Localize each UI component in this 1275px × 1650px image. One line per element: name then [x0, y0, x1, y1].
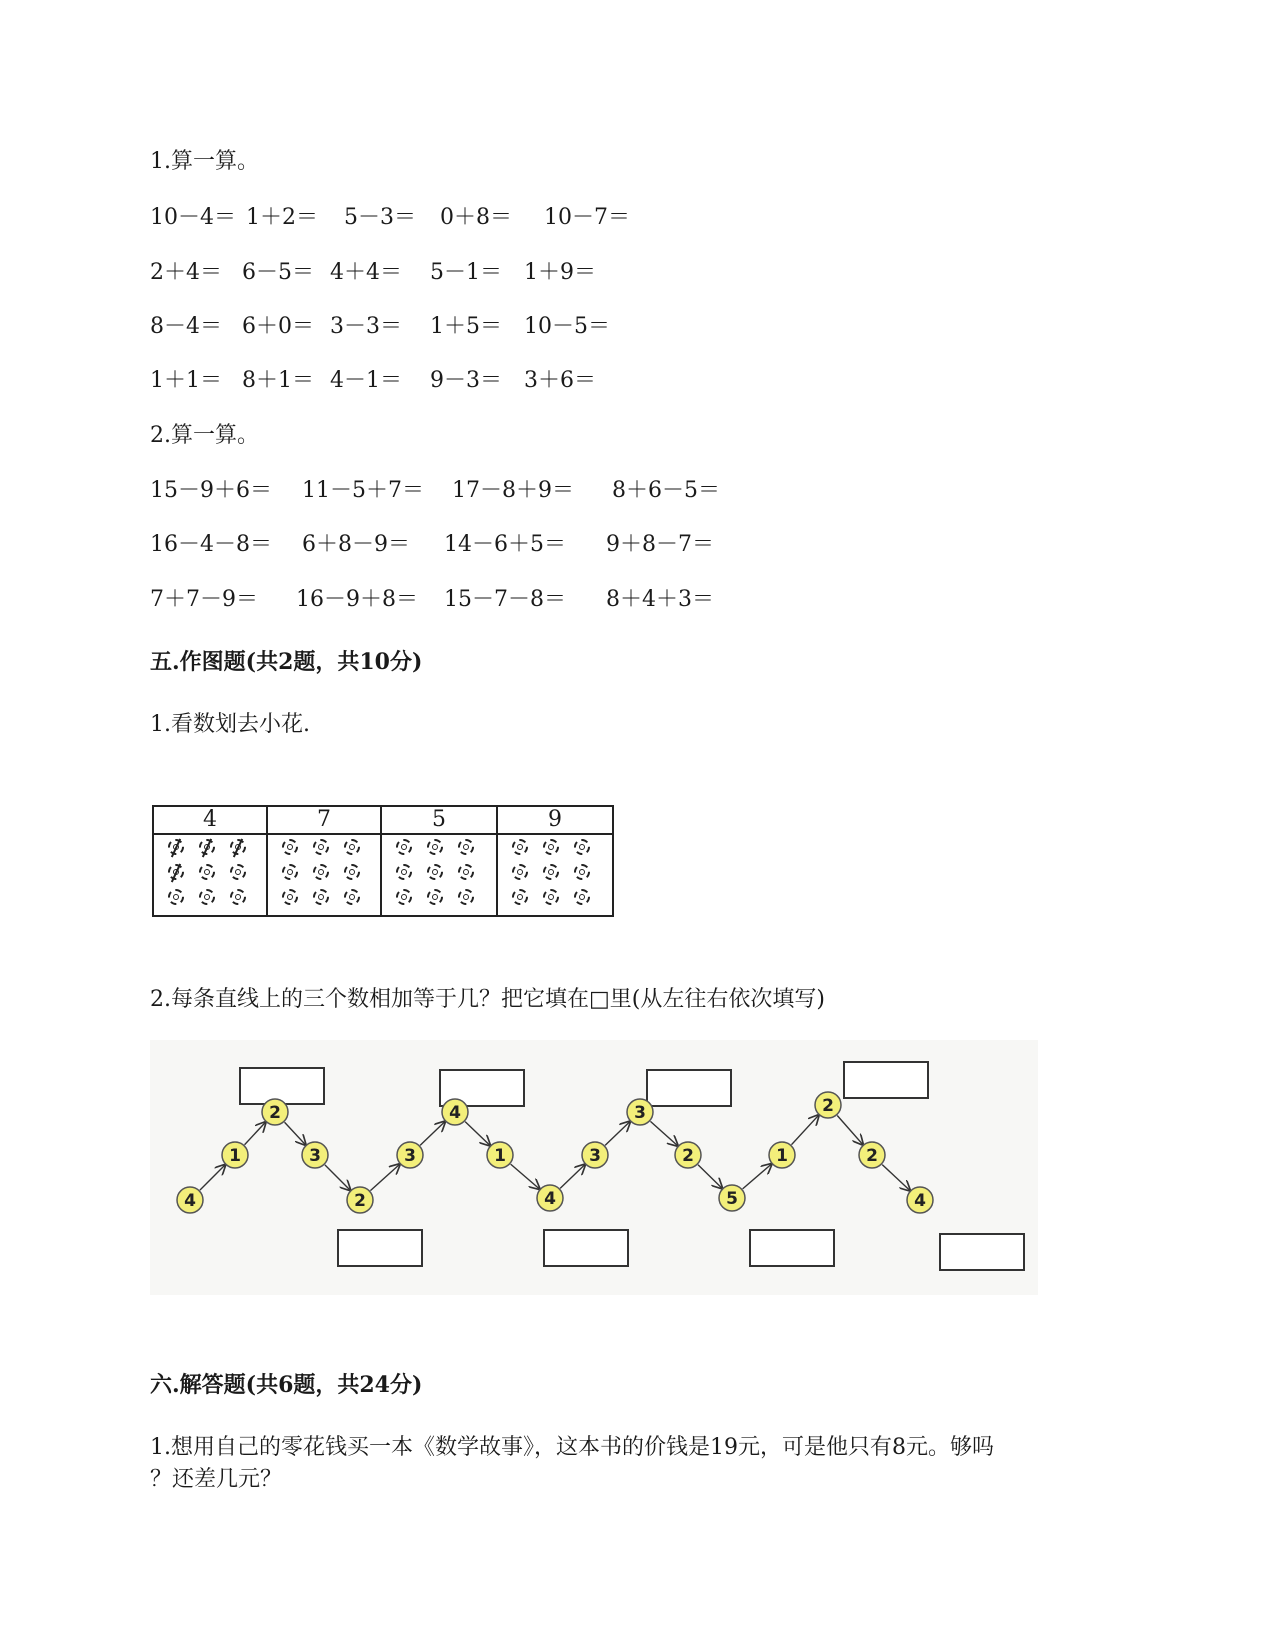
- arrow-icon: [245, 1122, 266, 1144]
- equation: 5－1＝: [430, 260, 502, 285]
- node-label: 4: [449, 1103, 461, 1123]
- flower-icon: [458, 839, 474, 855]
- flower-icon: [168, 864, 184, 880]
- node-label: 3: [404, 1146, 416, 1166]
- flower-icon: [512, 889, 528, 905]
- section-six-heading: 六.解答题(共6题，共24分): [150, 1372, 423, 1398]
- number-node: [769, 1142, 795, 1168]
- equation: 1＋9＝: [524, 260, 596, 285]
- flower-icon: [313, 839, 329, 855]
- equation: 6＋8－9＝: [302, 532, 410, 557]
- equation: 14－6＋5＝: [444, 532, 566, 557]
- number-node: [177, 1187, 203, 1213]
- node-label: 2: [354, 1191, 366, 1211]
- flower-icon: [396, 864, 412, 880]
- number-node: [675, 1142, 701, 1168]
- equation: 9－3＝: [430, 368, 502, 393]
- arrow-icon: [650, 1121, 677, 1145]
- equation: 1＋2＝: [246, 205, 318, 230]
- equation: 1＋1＝: [150, 368, 222, 393]
- flower-icon: [396, 839, 412, 855]
- flower-icon: [574, 864, 590, 880]
- number-node: [859, 1142, 885, 1168]
- flower-icon: [168, 889, 184, 905]
- flower-icon: [230, 889, 246, 905]
- arrow-icon: [285, 1122, 306, 1144]
- arrow-icon: [605, 1122, 630, 1146]
- number-node: [627, 1099, 653, 1125]
- equation: 4－1＝: [330, 368, 402, 393]
- flower-icon: [344, 889, 360, 905]
- flower-icon: [199, 889, 215, 905]
- number-node: [347, 1187, 373, 1213]
- arrow-icon: [200, 1165, 225, 1190]
- arrow-icon: [837, 1116, 863, 1145]
- equation: 11－5＋7＝: [302, 478, 424, 503]
- equation: 2＋4＝: [150, 260, 222, 285]
- number-node: [815, 1092, 841, 1118]
- flower-icon: [230, 839, 246, 855]
- flower-icon: [199, 864, 215, 880]
- number-node: [397, 1142, 423, 1168]
- arrow-icon: [698, 1165, 722, 1188]
- equation: 15－7－8＝: [444, 587, 566, 612]
- flower-icon: [574, 839, 590, 855]
- flower-icon: [512, 839, 528, 855]
- number-node: [442, 1099, 468, 1125]
- flower-count-header: 5: [432, 807, 446, 832]
- equation: 17－8＋9＝: [452, 478, 574, 503]
- arrow-icon: [560, 1165, 585, 1189]
- node-label: 4: [184, 1191, 196, 1211]
- equation: 16－9＋8＝: [296, 587, 418, 612]
- arrow-icon: [511, 1164, 540, 1189]
- flower-icon: [512, 864, 528, 880]
- flower-icon: [574, 889, 590, 905]
- equation: 3＋6＝: [524, 368, 596, 393]
- answer-box[interactable]: [940, 1234, 1024, 1270]
- number-node: [537, 1185, 563, 1211]
- answer-box[interactable]: [544, 1230, 628, 1266]
- equation: 15－9＋6＝: [150, 478, 272, 503]
- equation: 9＋8－7＝: [606, 532, 714, 557]
- node-label: 3: [309, 1146, 321, 1166]
- equation: 6＋0＝: [242, 314, 314, 339]
- number-node: [262, 1099, 288, 1125]
- node-label: 3: [589, 1146, 601, 1166]
- flower-icon: [313, 889, 329, 905]
- calc2-title: 2.算一算。: [150, 423, 259, 448]
- flower-table: [152, 805, 614, 917]
- number-node: [582, 1142, 608, 1168]
- flower-icon: [313, 864, 329, 880]
- equation: 8＋6－5＝: [612, 478, 720, 503]
- flower-icon: [427, 889, 443, 905]
- answer-box[interactable]: [844, 1062, 928, 1098]
- node-label: 2: [682, 1146, 694, 1166]
- flower-question: 1.看数划去小花.: [150, 712, 310, 737]
- node-label: 1: [229, 1146, 241, 1166]
- equation: 4＋4＝: [330, 260, 402, 285]
- number-node: [719, 1185, 745, 1211]
- equation: 8＋4＋3＝: [606, 587, 714, 612]
- flower-icon: [282, 839, 298, 855]
- arrow-icon: [791, 1115, 818, 1144]
- equation: 10－5＝: [524, 314, 610, 339]
- equation: 10－4＝: [150, 205, 236, 230]
- section-five-heading: 五.作图题(共2题，共10分): [150, 649, 423, 675]
- arrow-icon: [743, 1164, 772, 1189]
- node-label: 2: [866, 1146, 878, 1166]
- answer-box[interactable]: [647, 1070, 731, 1106]
- equation: 7＋7－9＝: [150, 587, 258, 612]
- arrow-icon: [882, 1165, 910, 1191]
- arrow-icon: [370, 1164, 399, 1190]
- node-label: 1: [494, 1146, 506, 1166]
- flower-count-header: 7: [317, 807, 331, 832]
- arrow-icon: [325, 1165, 350, 1190]
- node-label: 4: [914, 1191, 926, 1211]
- flower-icon: [427, 839, 443, 855]
- node-label: 3: [634, 1103, 646, 1123]
- equation: 1＋5＝: [430, 314, 502, 339]
- flower-icon: [543, 864, 559, 880]
- node-label: 5: [726, 1189, 738, 1209]
- number-node: [302, 1142, 328, 1168]
- word-problem-line-2: ？还差几元？: [150, 1467, 283, 1492]
- answer-box[interactable]: [240, 1068, 324, 1104]
- answer-box[interactable]: [338, 1230, 422, 1266]
- equation: 8－4＝: [150, 314, 222, 339]
- arrow-icon: [420, 1122, 445, 1146]
- equation: 6－5＝: [242, 260, 314, 285]
- flower-icon: [344, 839, 360, 855]
- calc1-title: 1.算一算。: [150, 149, 259, 174]
- equation: 16－4－8＝: [150, 532, 272, 557]
- equation: 10－7＝: [544, 205, 630, 230]
- flower-count-header: 4: [203, 807, 217, 832]
- flower-icon: [344, 864, 360, 880]
- arrow-icon: [465, 1122, 490, 1146]
- equation: 5－3＝: [344, 205, 416, 230]
- flower-icon: [458, 889, 474, 905]
- equation: 3－3＝: [330, 314, 402, 339]
- zigzag-question: 2.每条直线上的三个数相加等于几？把它填在□里(从左往右依次填写): [150, 987, 825, 1012]
- flower-icon: [396, 889, 412, 905]
- flower-icon: [458, 864, 474, 880]
- node-label: 2: [269, 1103, 281, 1123]
- flower-icon: [230, 864, 246, 880]
- equation: 8＋1＝: [242, 368, 314, 393]
- equation: 0＋8＝: [440, 205, 512, 230]
- number-node: [487, 1142, 513, 1168]
- zigzag-diagram: [150, 1040, 1038, 1295]
- flower-count-header: 9: [548, 807, 562, 832]
- flower-icon: [427, 864, 443, 880]
- flower-icon: [282, 889, 298, 905]
- flower-icon: [168, 839, 184, 855]
- answer-box[interactable]: [750, 1230, 834, 1266]
- number-node: [222, 1142, 248, 1168]
- flower-icon: [543, 839, 559, 855]
- number-node: [907, 1187, 933, 1213]
- flower-icon: [199, 839, 215, 855]
- node-label: 4: [544, 1189, 556, 1209]
- flower-icon: [543, 889, 559, 905]
- flower-icon: [282, 864, 298, 880]
- node-label: 2: [822, 1096, 834, 1116]
- node-label: 1: [776, 1146, 788, 1166]
- word-problem-line-1: 1.想用自己的零花钱买一本《数学故事》，这本书的价钱是19元，可是他只有8元。够吗: [150, 1435, 994, 1460]
